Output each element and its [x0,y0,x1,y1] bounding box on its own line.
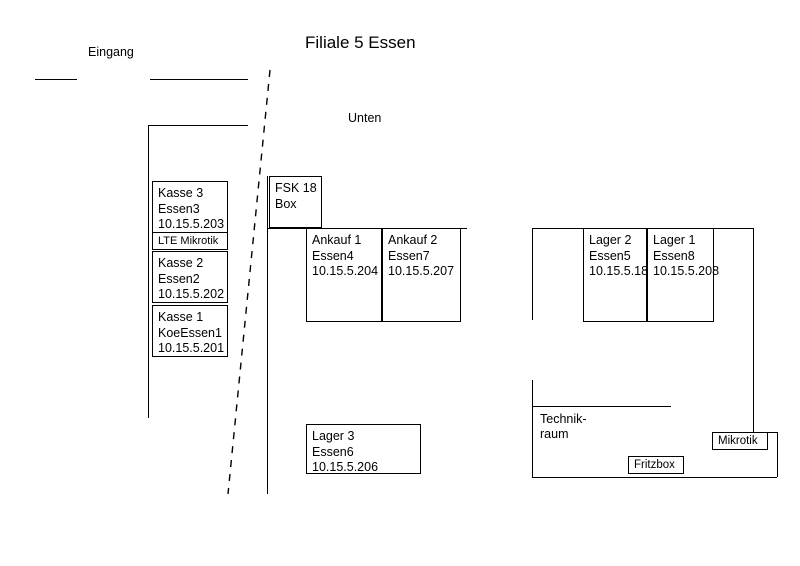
box-kasse-1-text: Kasse 1 KoeEssen1 10.15.5.201 [158,310,225,355]
label-technikraum: Technik- raum [540,412,587,441]
box-lager-2[interactable] [583,228,647,322]
wall-left-vertical [148,125,149,418]
box-ankauf-1[interactable] [306,228,382,322]
wall-center-vertical [267,176,268,494]
wall-technik-top [532,406,671,407]
box-ankauf-2[interactable] [382,228,461,322]
box-fritzbox[interactable] [628,456,684,474]
box-lager-2-text: Lager 2 Essen5 10.15.5.18 [589,233,649,278]
box-fsk18-text: FSK 18 Box [275,181,317,211]
wall-technik-bottom [532,477,777,478]
box-fsk18[interactable] [269,176,322,228]
box-kasse-1[interactable] [152,305,228,357]
box-lager-3-text: Lager 3 Essen6 10.15.5.206 [312,429,379,474]
wall-right-outer-vertical [753,228,754,433]
box-fritzbox-text: Fritzbox [634,459,675,471]
box-kasse-2[interactable] [152,251,228,303]
box-lte-mikrotik-text: LTE Mikrotik [158,235,219,247]
box-lager-1[interactable] [647,228,720,322]
wall-right-outer-lower [777,432,778,477]
wall-technik-vertical [532,380,533,478]
box-ankauf-2-text: Ankauf 2 Essen7 10.15.5.207 [388,233,455,278]
wall-right-vertical-top [532,228,533,320]
box-kasse-3[interactable] [152,181,228,233]
wall-left-horizontal [148,125,248,126]
label-eingang: Eingang [88,45,134,59]
label-unten: Unten [348,111,382,125]
box-lager-1-text: Lager 1 Essen8 10.15.5.208 [653,233,720,278]
box-mikrotik-text: Mikrotik [718,435,758,447]
wall-entrance-right [150,79,248,80]
page-title: Filiale 5 Essen [305,33,416,52]
box-lager-3[interactable] [306,424,421,474]
box-lte-mikrotik[interactable] [152,232,228,250]
wall-entrance-left [35,79,77,80]
box-kasse-3-text: Kasse 3 Essen3 10.15.5.203 [158,186,225,231]
box-kasse-2-text: Kasse 2 Essen2 10.15.5.202 [158,256,225,301]
box-ankauf-1-text: Ankauf 1 Essen4 10.15.5.204 [312,233,379,278]
box-mikrotik[interactable] [712,432,768,450]
